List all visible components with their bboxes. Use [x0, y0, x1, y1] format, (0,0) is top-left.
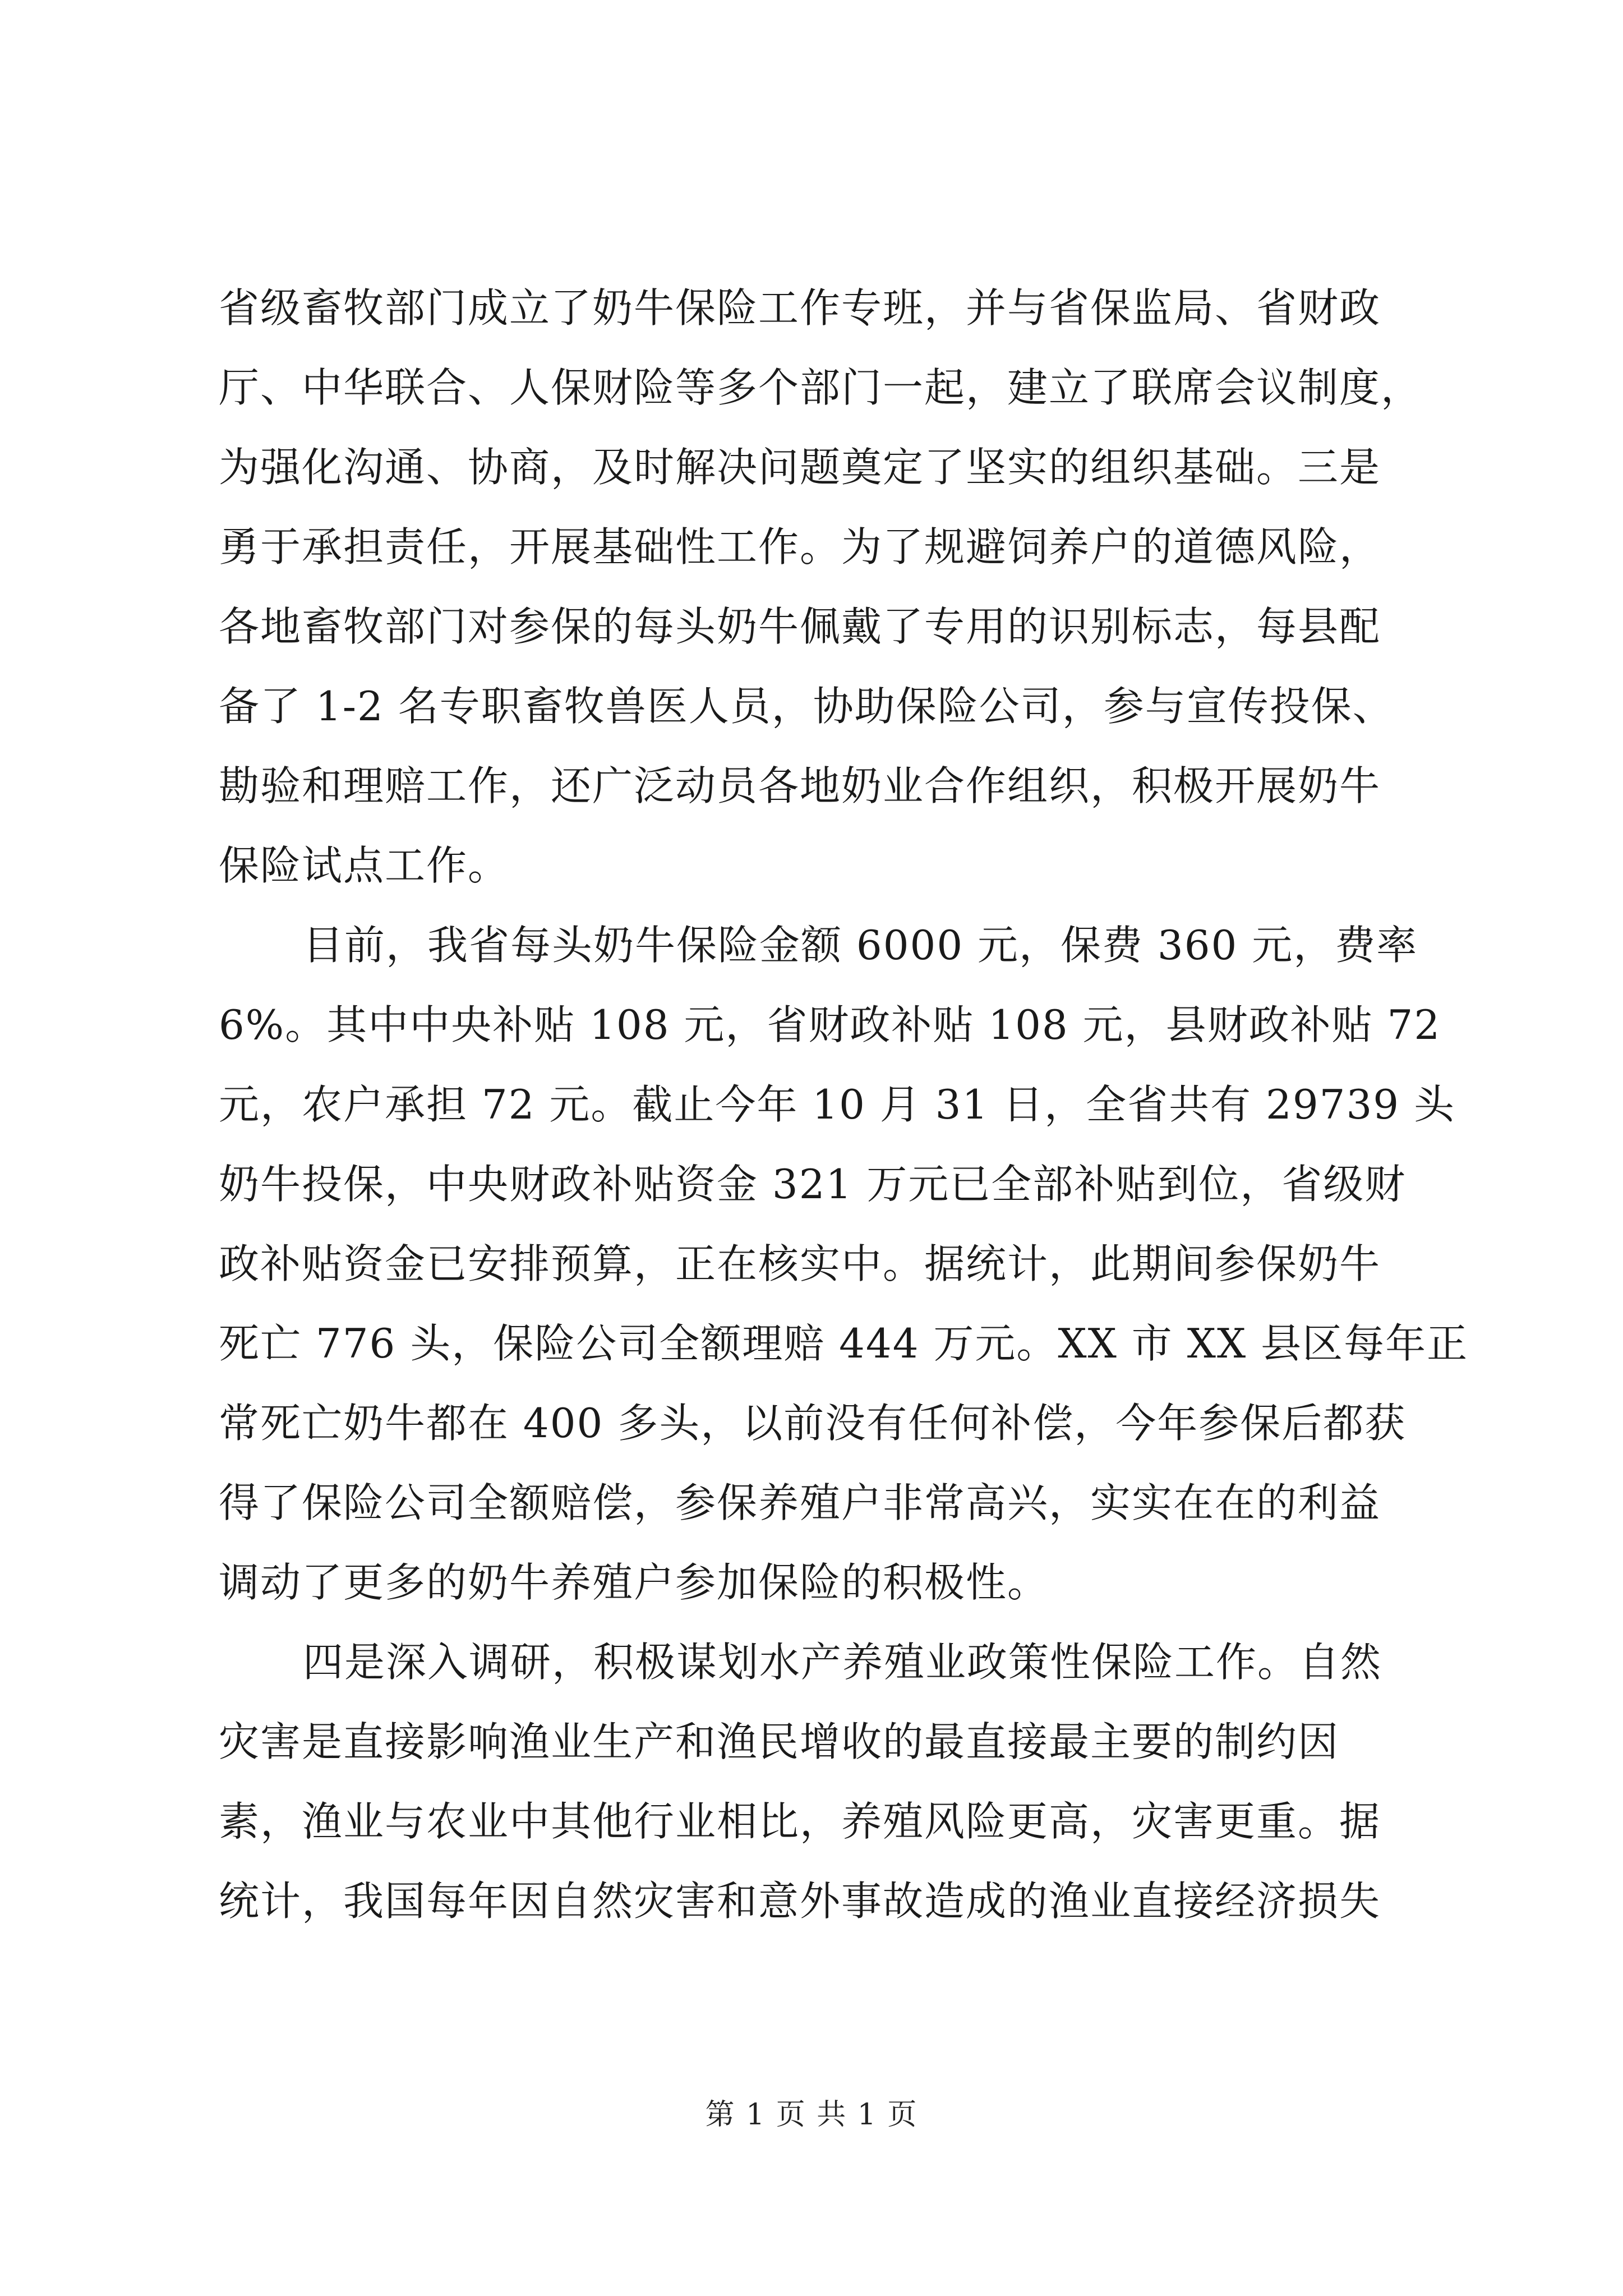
- text-line: 为强化沟通、协商，及时解决问题奠定了坚实的组织基础。三是: [219, 444, 1381, 491]
- paragraph-start-line: 四是深入调研，积极谋划水产养殖业政策性保险工作。自然: [303, 1639, 1382, 1686]
- page-footer: 第 1 页 共 1 页: [705, 2098, 918, 2132]
- text-line: 灾害是直接影响渔业生产和渔民增收的最直接最主要的制约因: [219, 1718, 1340, 1765]
- text-line: 常死亡奶牛都在 400 多头，以前没有任何补偿，今年参保后都获: [219, 1400, 1407, 1447]
- text-line: 调动了更多的奶牛养殖户参加保险的积极性。: [219, 1559, 1049, 1606]
- text-line: 备了 1-2 名专职畜牧兽医人员，协助保险公司，参与宣传投保、: [219, 683, 1394, 730]
- text-line: 政补贴资金已安排预算，正在核实中。据统计，此期间参保奶牛: [219, 1240, 1381, 1287]
- text-line: 统计，我国每年因自然灾害和意外事故造成的渔业直接经济损失: [219, 1878, 1381, 1925]
- text-line: 6%。其中中央补贴 108 元，省财政补贴 108 元，县财政补贴 72: [219, 1001, 1441, 1048]
- text-line: 元，农户承担 72 元。截止今年 10 月 31 日，全省共有 29739 头: [219, 1081, 1455, 1128]
- text-line: 各地畜牧部门对参保的每头奶牛佩戴了专用的识别标志，每县配: [219, 603, 1381, 650]
- paragraph-start-line: 目前，我省每头奶牛保险金额 6000 元，保费 360 元，费率: [303, 922, 1418, 969]
- text-line: 死亡 776 头，保险公司全额理赔 444 万元。XX 市 XX 县区每年正: [219, 1320, 1469, 1367]
- text-line: 勇于承担责任，开展基础性工作。为了规避饲养户的道德风险，: [219, 523, 1381, 570]
- text-line: 厅、中华联合、人保财险等多个部门一起，建立了联席会议制度，: [219, 364, 1423, 411]
- text-line: 素，渔业与农业中其他行业相比，养殖风险更高，灾害更重。据: [219, 1798, 1381, 1845]
- text-line: 省级畜牧部门成立了奶牛保险工作专班，并与省保监局、省财政: [219, 284, 1381, 332]
- text-line: 勘验和理赔工作，还广泛动员各地奶业合作组织，积极开展奶牛: [219, 762, 1381, 809]
- text-line: 得了保险公司全额赔偿，参保养殖户非常高兴，实实在在的利益: [219, 1479, 1381, 1526]
- text-line: 保险试点工作。: [219, 842, 510, 889]
- document-body: [219, 268, 1469, 1941]
- text-line: 奶牛投保，中央财政补贴资金 321 万元已全部补贴到位，省级财: [219, 1161, 1407, 1208]
